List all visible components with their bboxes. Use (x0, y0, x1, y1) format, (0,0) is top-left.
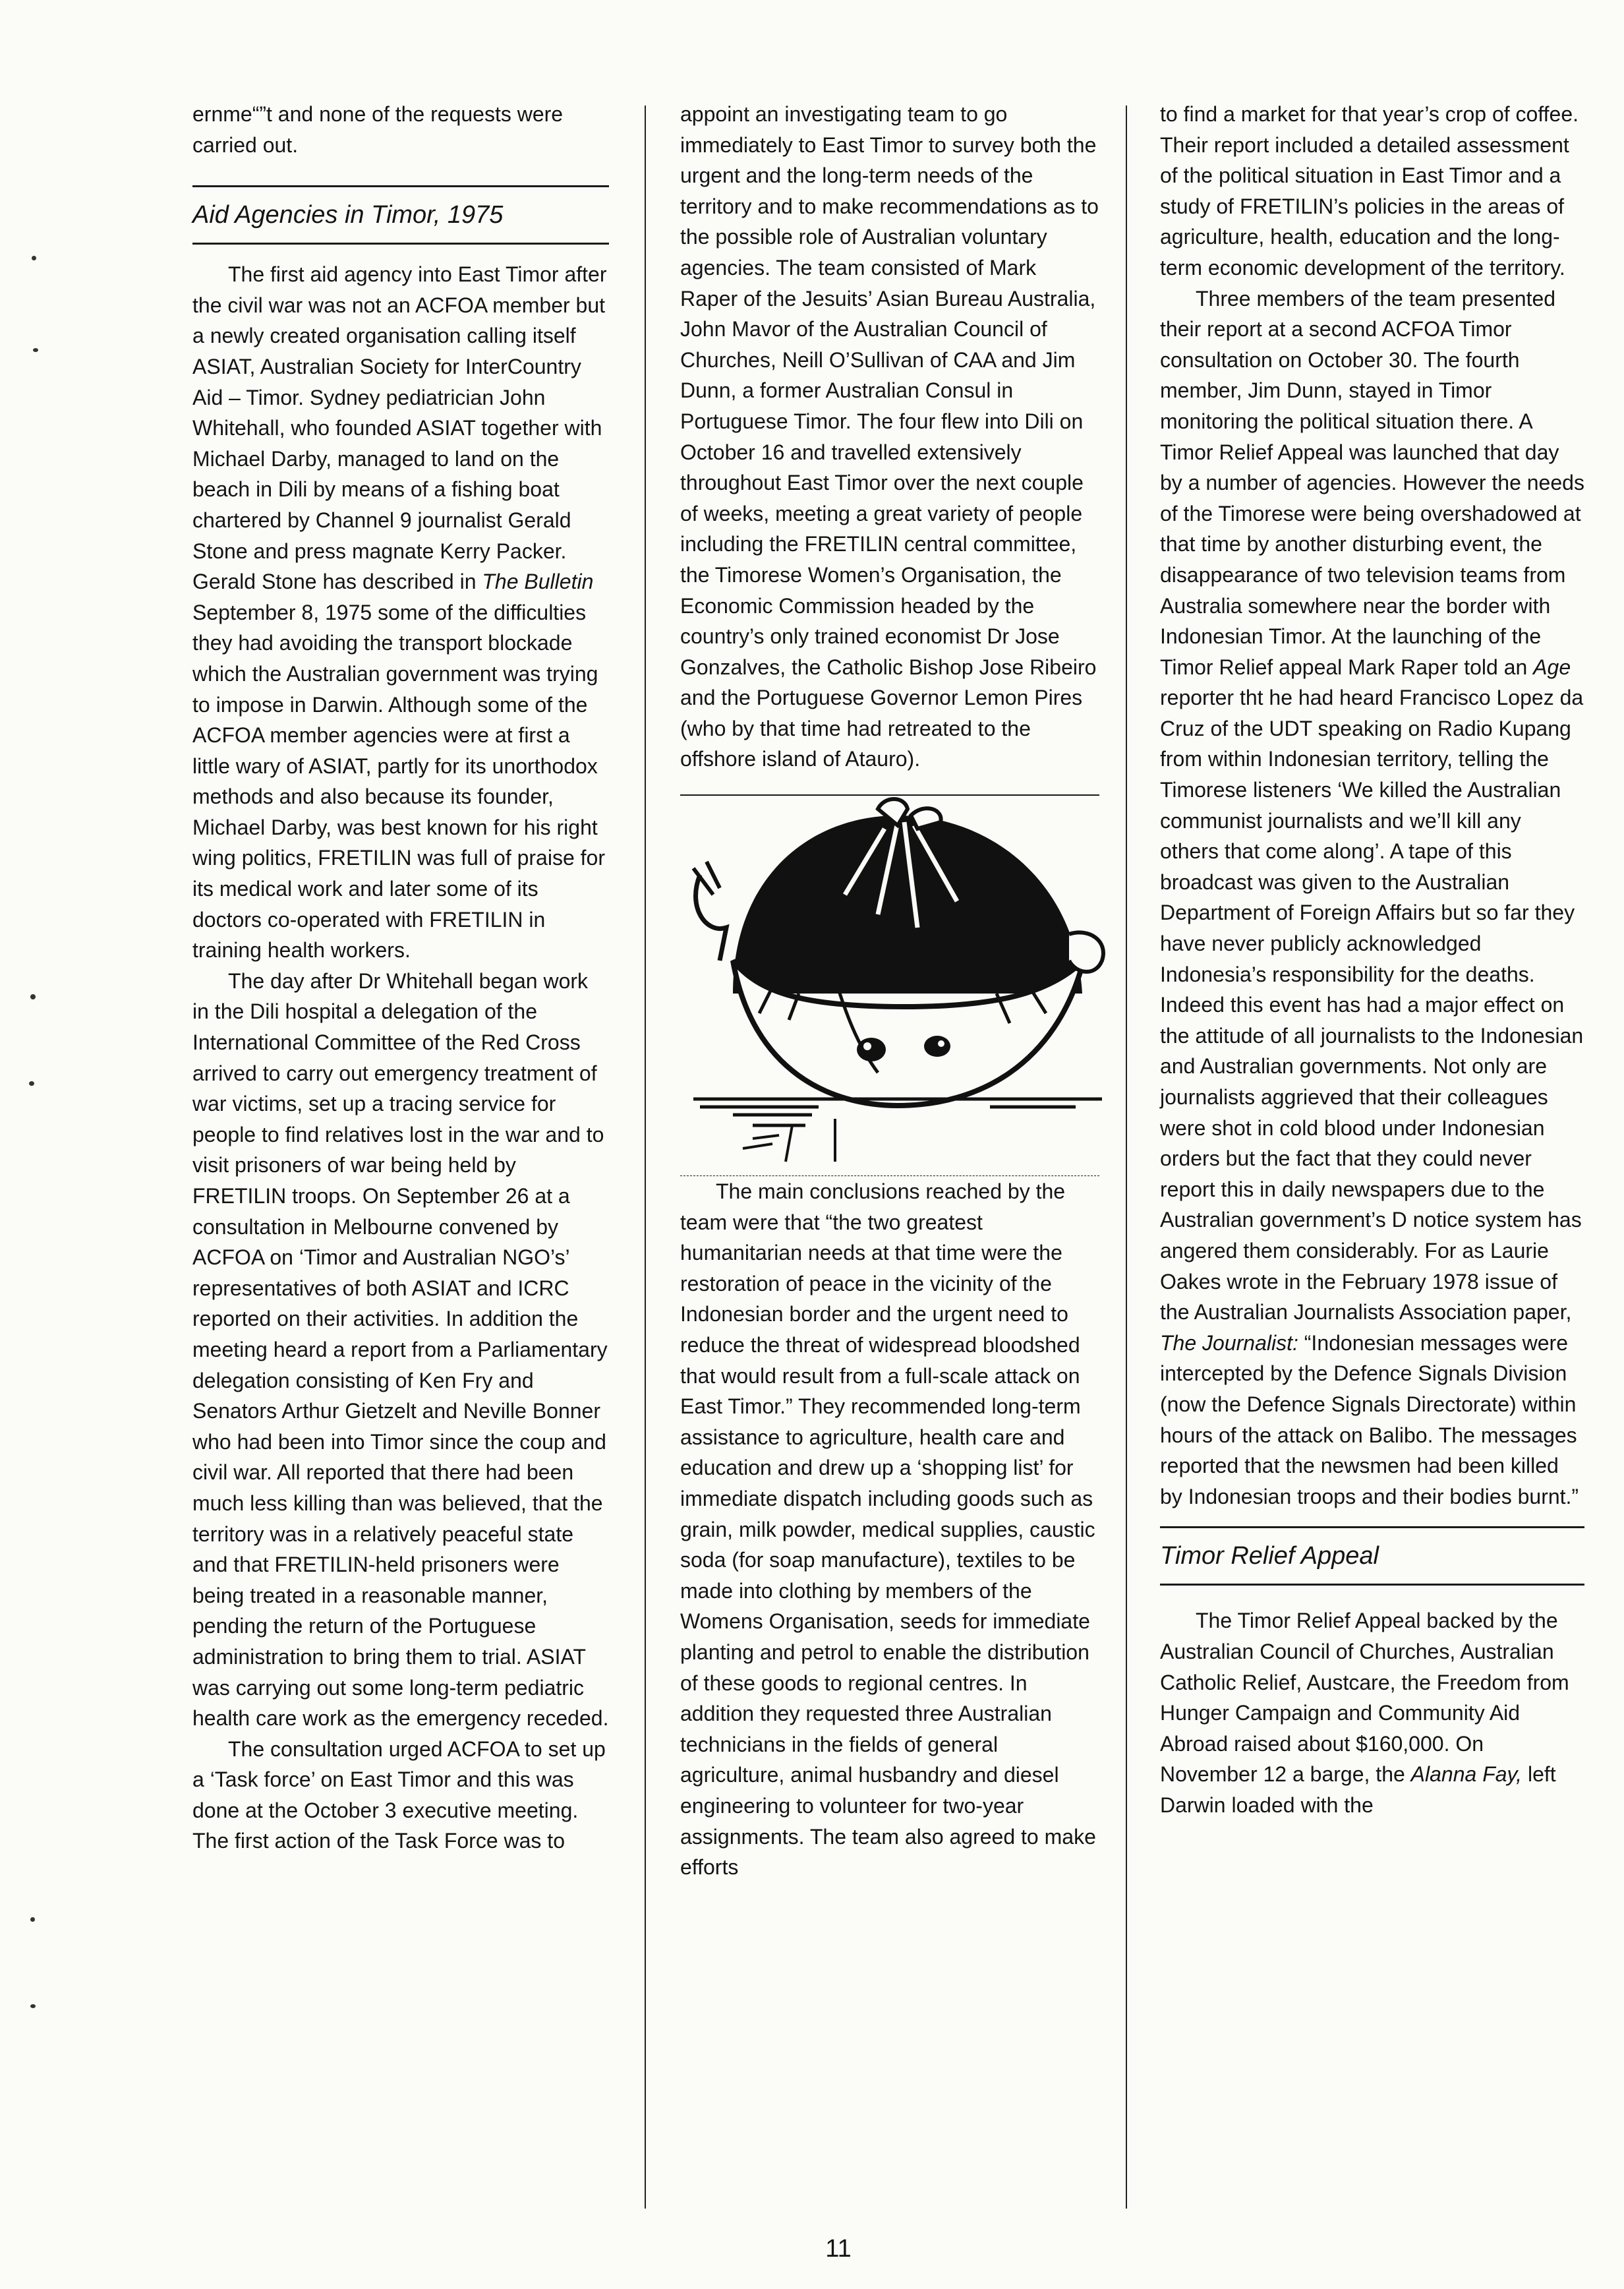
crab-illustration (680, 796, 1115, 1165)
column-divider-1 (645, 105, 646, 2209)
col1-paragraph-1: The first aid agency into East Timor after the civil war was not an ACFOA member but a newly created organisation calling itself ASIAT, Australian Society for InterCountry Aid – Timor. Sydney pediatrician John Whitehall, who founded ASIAT together with Michael Darby, managed to land on the beach in Dili by means of a fishing boat chartered by Channel 9 journalist Gerald Stone and press magnate Kerry Packer. Gerald Stone has described in The Bulletin September 8, 1975 some of the difficulties they had avoiding the transport blockade which the Australian government was trying to impose in Darwin. Although some of the ACFOA member agencies were at first a little wary of ASIAT, partly for its unorthodox methods and also because its founder, Michael Darby, was best known for his right wing politics, FRETILIN was full of praise for its medical work and later some of its doctors co-operated with FRETILIN in training health workers. (192, 262, 607, 963)
column-2 (680, 99, 1099, 1883)
column-1 (192, 99, 609, 1857)
col1-paragraph-2: The day after Dr Whitehall began work in the Dili hospital a delegation of the International Committee of the Red Cross arrived to carry out emergency treatment of war victims, set up a tracing service for people to find relatives lost in the war and to visit prisoners of war being held by FRETILIN troops. On September 26 at a consultation in Melbourne convened by ACFOA on ‘Timor and Australian NGO’s’ representatives of both ASIAT and ICRC reported on their activities. In addition the meeting heard a report from a Parliamentary delegation consisting of Ken Fry and Senators Arthur Gietzelt and Neville Bonner who had been into Timor since the coup and civil war. All reported that there had been much less killing than was believed, that the territory was in a relatively peaceful state and that FRETILIN-held prisoners were being treated in a reasonable manner, pending the return of the Portuguese administration to bring them to trial. ASIAT was carrying out some long-term pediatric health care work as the emergency receded. (192, 968, 609, 1731)
section-heading-timor-relief: Timor Relief Appeal (1160, 1542, 1379, 1570)
col1-paragraph-3: The consultation urged ACFOA to set up a ‘Task force’ on East Timor and this was done at the October 3 executive meeting. The first action of the Task Force was to (192, 1737, 606, 1853)
margin-mark (30, 1917, 35, 1922)
page-number: 11 (825, 2235, 852, 2263)
margin-mark (32, 256, 36, 260)
col3-paragraph-3: The Timor Relief Appeal backed by the Australian Council of Churches, Australian Catholic Relief, Austcare, the Freedom from Hunger Campaign and Community Aid Abroad raised about $160,000. On November 12 a barge, the Alanna Fay, left Darwin loaded with the (1160, 1609, 1569, 1817)
section-heading-aid-agencies: Aid Agencies in Timor, 1975 (192, 201, 504, 229)
column-divider-2 (1126, 105, 1127, 2209)
col3-paragraph-1: to find a market for that year’s crop of coffee. Their report included a detailed assessment of the political situation in East Timor and a study of FRETILIN’s policies in the areas of agriculture, health, education and the long-term economic development of the territory. (1160, 102, 1579, 280)
col1-continuation: ernme“”t and none of the requests were carried out. (192, 102, 564, 157)
margin-mark (30, 994, 36, 999)
margin-mark (29, 1081, 34, 1086)
col3-paragraph-2: Three members of the team presented their report at a second ACFOA Timor consultation on October 30. The fourth member, Jim Dunn, stayed in Timor monitoring the political situation there. A Timor Relief Appeal was launched that day by a number of agencies. However the needs of the Timorese were being overshadowed at that time by another disturbing event, the disappearance of two television teams from Australia somewhere near the border with Indonesian Timor. At the launching of the Timor Relief appeal Mark Raper told an Age reporter tht he had heard Francisco Lopez da Cruz of the UDT speaking on Radio Kupang from within Indonesian territory, telling the Timorese listeners ‘We killed the Australian communist journalists and we’ll kill any others that come along’. A tape of this broadcast was given to the Australian Department of Foreign Affairs but so far they have never publicly acknowledged Indonesia’s responsibility for the deaths. Indeed this event has had a major effect on the attitude of all journalists to the Indonesian and Australian governments. Not only are journalists aggrieved that their colleagues were shot in cold blood under Indonesian orders but the fact that they could never report this in daily newspapers due to the Australian government’s D notice system has angered them considerably. For as Laurie Oakes wrote in the February 1978 issue of the Australian Journalists Association paper, The Journalist: “Indonesian messages were intercepted by the Defence Signals Division (now the Defence Signals Directorate) within hours of the attack on Balibo. The messages reported that the newsmen had been killed by Indonesian troops and their bodies burnt.” (1160, 286, 1584, 1508)
col2-paragraph-2: The main conclusions reached by the team were that “the two greatest humanitarian needs at that time were the restoration of peace in the vicinity of the Indonesian border and the urgent need to reduce the threat of widespread bloodshed that would result from a full-scale attack on East Timor.” They recommended long-term assistance to agriculture, health care and education and drew up a ‘shopping list’ for immediate dispatch including goods such as grain, milk powder, medical supplies, caustic soda (for soap manufacture), textiles to be made into clothing by members of the Womens Organisation, seeds for immediate planting and petrol to enable the distribution of these goods to regional centres. In addition they requested three Australian technicians in the fields of general agriculture, animal husbandry and diesel engineering to volunteer for two-year assignments. The team also agreed to make efforts (680, 1179, 1096, 1880)
margin-mark (33, 348, 38, 352)
margin-mark (30, 2004, 36, 2008)
col2-paragraph-1: appoint an investigating team to go immediately to East Timor to survey both the urgent and the long-term needs of the territory and to make recommendations as to the possible role of Australian voluntary agencies. The team consisted of Mark Raper of the Jesuits’ Asian Bureau Australia, John Mavor of the Australian Council of Churches, Neill O’Sullivan of CAA and Jim Dunn, a former Australian Consul in Portuguese Timor. The four flew into Dili on October 16 and travelled extensively throughout East Timor over the next couple of weeks, meeting a great variety of people including the FRETILIN central committee, the Timorese Women’s Organisation, the Economic Commission headed by the country’s only trained economist Dr Jose Gonzalves, the Catholic Bishop Jose Ribeiro and the Portuguese Governor Lemon Pires (who by that time had retreated to the offshore island of Atauro). (680, 102, 1099, 771)
column-3 (1160, 99, 1584, 1820)
